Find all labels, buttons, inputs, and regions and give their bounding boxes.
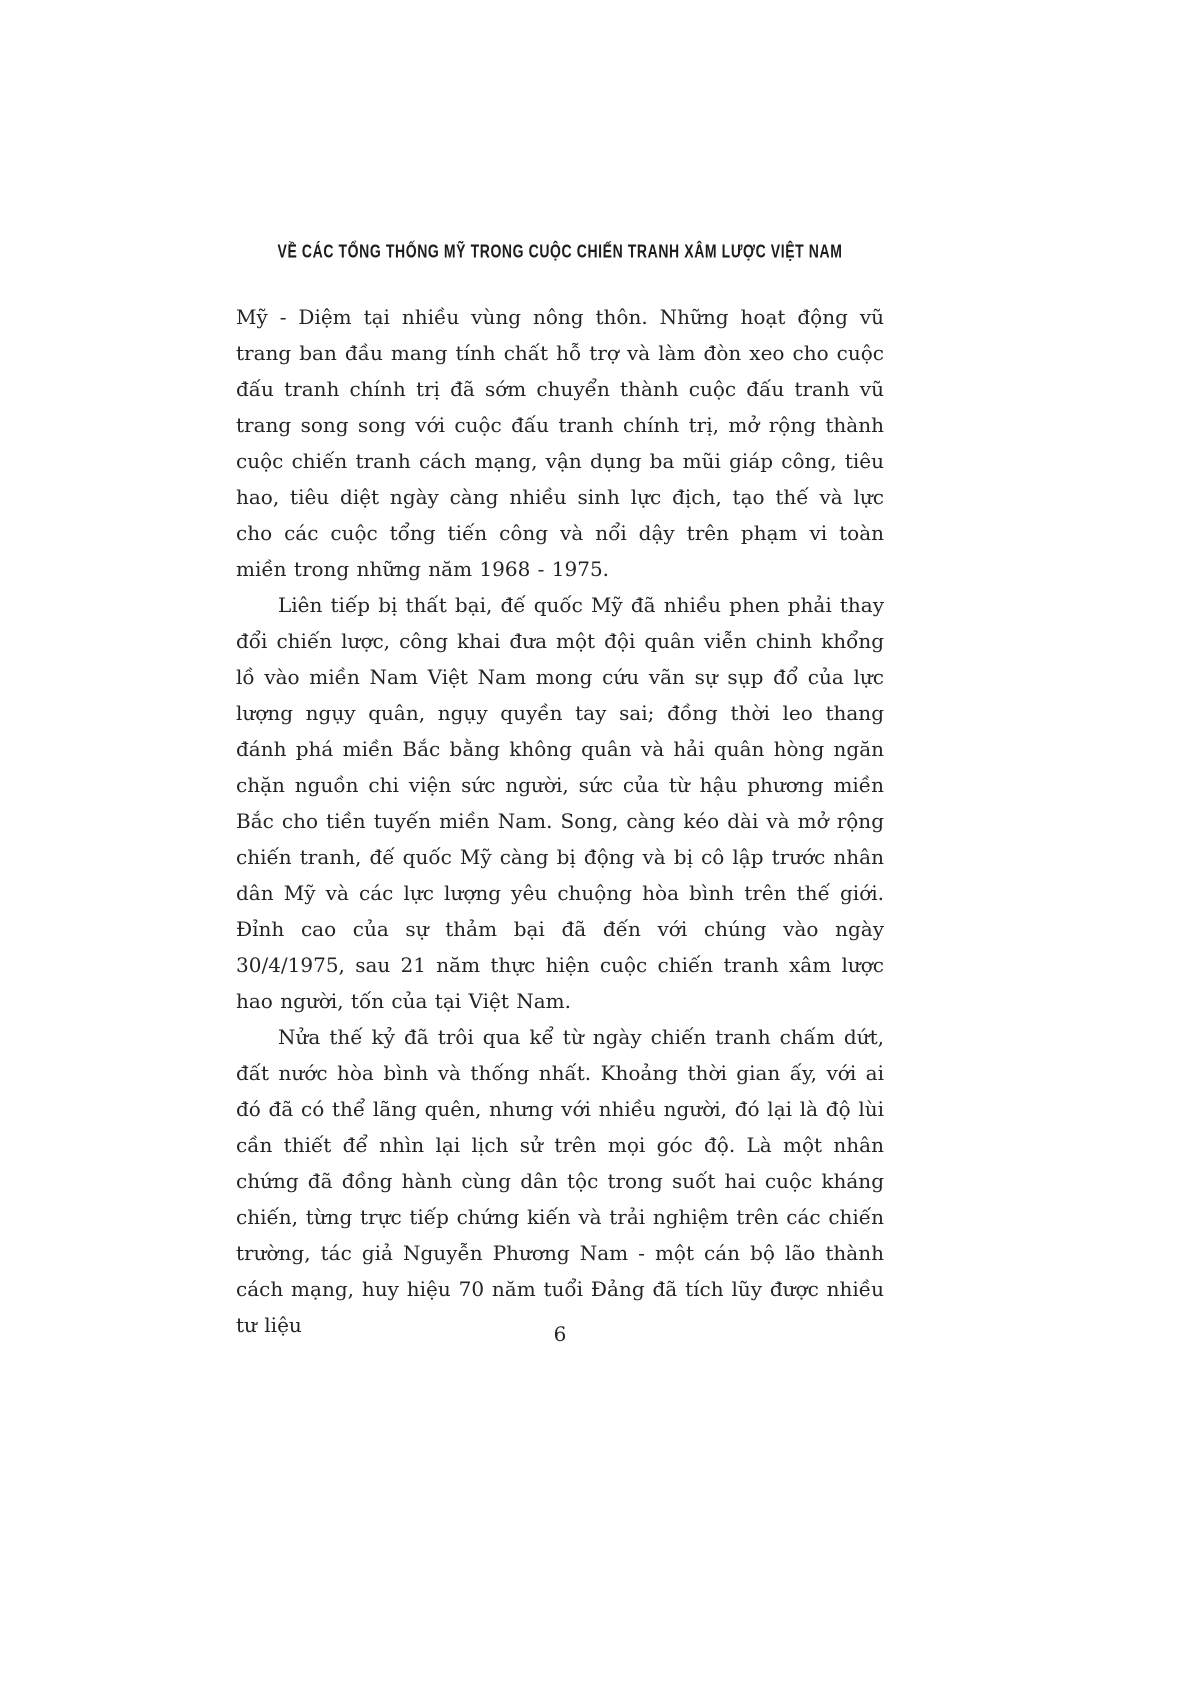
body-text	[236, 299, 884, 1343]
page-content	[236, 240, 884, 1343]
paragraph-1: Mỹ - Diệm tại nhiều vùng nông thôn. Những hoạt động vũ trang ban đầu mang tính chất hỗ trợ và làm đòn xeo cho cuộc đấu tranh chính trị đã sớm chuyển thành cuộc đấu tranh vũ trang song song với cuộc đấu tranh chính trị, mở rộng thành cuộc chiến tranh cách mạng, vận dụng ba mũi giáp công, tiêu hao, tiêu diệt ngày càng nhiều sinh lực địch, tạo thế và lực cho các cuộc tổng tiến công và nổi dậy trên phạm vi toàn miền trong những năm 1968 - 1975.	[236, 305, 884, 581]
paragraph-3: Nửa thế kỷ đã trôi qua kể từ ngày chiến tranh chấm dứt, đất nước hòa bình và thống nhất. Khoảng thời gian ấy, với ai đó đã có thể lãng quên, nhưng với nhiều người, đó lại là độ lùi cần thiết để nhìn lại lịch sử trên mọi góc độ. Là một nhân chứng đã đồng hành cùng dân tộc trong suốt hai cuộc kháng chiến, từng trực tiếp chứng kiến và trải nghiệm trên các chiến trường, tác giả Nguyễn Phương Nam - một cán bộ lão thành cách mạng, huy hiệu 70 năm tuổi Đảng đã tích lũy được nhiều tư liệu	[236, 1025, 884, 1337]
page-number: 6	[553, 1322, 567, 1346]
paragraph-2: Liên tiếp bị thất bại, đế quốc Mỹ đã nhiều phen phải thay đổi chiến lược, công khai đưa một đội quân viễn chinh khổng lồ vào miền Nam Việt Nam mong cứu vãn sự sụp đổ của lực lượng ngụy quân, ngụy quyền tay sai; đồng thời leo thang đánh phá miền Bắc bằng không quân và hải quân hòng ngăn chặn nguồn chi viện sức người, sức của từ hậu phương miền Bắc cho tiền tuyến miền Nam. Song, càng kéo dài và mở rộng chiến tranh, đế quốc Mỹ càng bị động và bị cô lập trước nhân dân Mỹ và các lực lượng yêu chuộng hòa bình trên thế giới. Đỉnh cao của sự thảm bại đã đến với chúng vào ngày 30/4/1975, sau 21 năm thực hiện cuộc chiến tranh xâm lược hao người, tốn của tại Việt Nam.	[236, 593, 884, 1013]
running-header: VỀ CÁC TỔNG THỐNG MỸ TRONG CUỘC CHIẾN TRANH XÂM LƯỢC VIỆT NAM	[277, 240, 843, 262]
